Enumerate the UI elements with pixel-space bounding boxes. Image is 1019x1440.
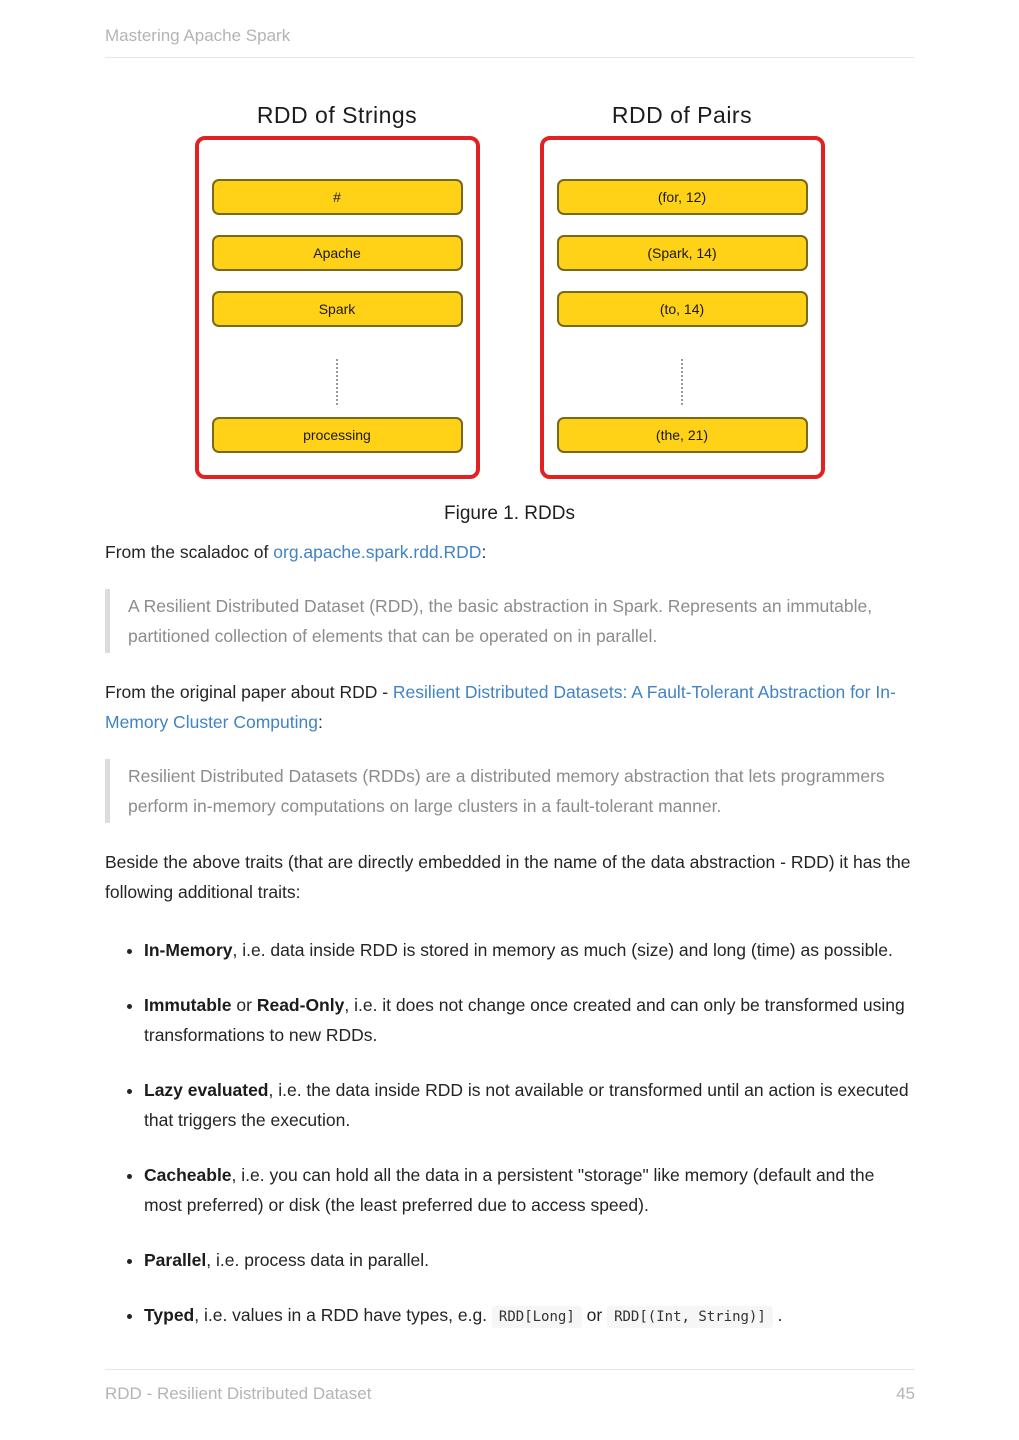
trait-name: In-Memory (144, 940, 233, 960)
rdd-element-cell: (to, 14) (557, 291, 808, 327)
figure-column-title: RDD of Strings (256, 102, 418, 128)
rdd-element-cell: # (212, 179, 463, 215)
page-footer (105, 1369, 915, 1404)
page-header (105, 0, 914, 58)
list-item (144, 935, 914, 965)
quote-scaladoc: A Resilient Distributed Dataset (RDD), the basic abstraction in Spark. Represents an immutable, partitioned collection of elements that can be operated on in parallel. (105, 589, 914, 653)
trait-name: Parallel (144, 1250, 207, 1270)
trait-name: Lazy evaluated (144, 1080, 269, 1100)
paragraph-scaladoc (105, 537, 914, 567)
list-item-text: , i.e. process data in parallel. (206, 1250, 430, 1270)
paragraph-paper (105, 677, 914, 737)
rdd-element-cell: (for, 12) (557, 179, 808, 215)
rdd-element-cell: Spark (212, 291, 463, 327)
list-item (144, 1160, 914, 1220)
inline-code: RDD[Long] (492, 1306, 582, 1328)
inline-code: RDD[(Int, String)] (607, 1306, 773, 1328)
paragraph-traits-intro: Beside the above traits (that are directly embedded in the name of the data abstraction - RDD) it has the following additional traits: (105, 852, 911, 902)
vertical-dotted-line-icon (212, 347, 463, 417)
list-item-text: , i.e. it does not change once created and can only be transformed using transformations to new RDDs. (144, 995, 905, 1045)
figure-column-title: RDD of Pairs (611, 102, 753, 128)
rdd-element-cell: (the, 21) (557, 417, 808, 453)
rdd-element-cell: (Spark, 14) (557, 235, 808, 271)
rdd-pairs-container (540, 136, 825, 479)
paragraph-text: From the original paper about RDD - (105, 682, 393, 702)
scaladoc-link[interactable]: org.apache.spark.rdd.RDD (273, 542, 482, 562)
quote-paper: Resilient Distributed Datasets (RDDs) are a distributed memory abstraction that lets programmers perform in-memory computations on large clusters in a fault-tolerant manner. (105, 759, 914, 823)
trait-name: Typed (144, 1305, 195, 1325)
list-item-text: , i.e. data inside RDD is stored in memory as much (size) and long (time) as possible. (232, 940, 893, 960)
rdd-element-cell: Apache (212, 235, 463, 271)
figure-caption: Figure 1. RDDs (444, 503, 575, 524)
rdd-strings-container (195, 136, 480, 479)
footer-chapter-title: RDD - Resilient Distributed Dataset (105, 1384, 372, 1403)
list-item-text: or (581, 1305, 608, 1325)
rdd-element-cell: processing (212, 417, 463, 453)
list-item (144, 1075, 914, 1135)
list-item (144, 1245, 914, 1275)
paragraph-text: : (317, 712, 323, 732)
paper-link[interactable]: Resilient Distributed Datasets: A Fault-Tolerant Abstraction for In-Memory Cluster Computing (105, 682, 896, 732)
figure-column-pairs (540, 102, 825, 479)
paragraph-text: From the scaladoc of (105, 542, 274, 562)
traits-list (105, 935, 914, 1332)
trait-name: Cacheable (144, 1165, 232, 1185)
main-content (105, 537, 914, 1332)
list-item-text: , i.e. values in a RDD have types, e.g. (194, 1305, 492, 1325)
list-item (144, 990, 914, 1050)
list-item-text: , i.e. the data inside RDD is not available or transformed until an action is executed that triggers the execution. (144, 1080, 909, 1130)
list-item-text: or (231, 995, 257, 1015)
figure-rdds (0, 102, 1019, 525)
trait-name: Immutable (144, 995, 232, 1015)
trait-name: Read-Only (256, 995, 345, 1015)
list-item-text: . (772, 1305, 783, 1325)
vertical-dotted-line-icon (557, 347, 808, 417)
list-item (144, 1300, 914, 1332)
list-item-text: , i.e. you can hold all the data in a persistent "storage" like memory (default and the most preferred) or disk (the least preferred due to access speed). (144, 1165, 875, 1215)
figure-column-strings (195, 102, 480, 479)
book-title: Mastering Apache Spark (105, 26, 291, 45)
footer-page-number: 45 (896, 1384, 915, 1403)
paragraph-text: : (481, 542, 487, 562)
